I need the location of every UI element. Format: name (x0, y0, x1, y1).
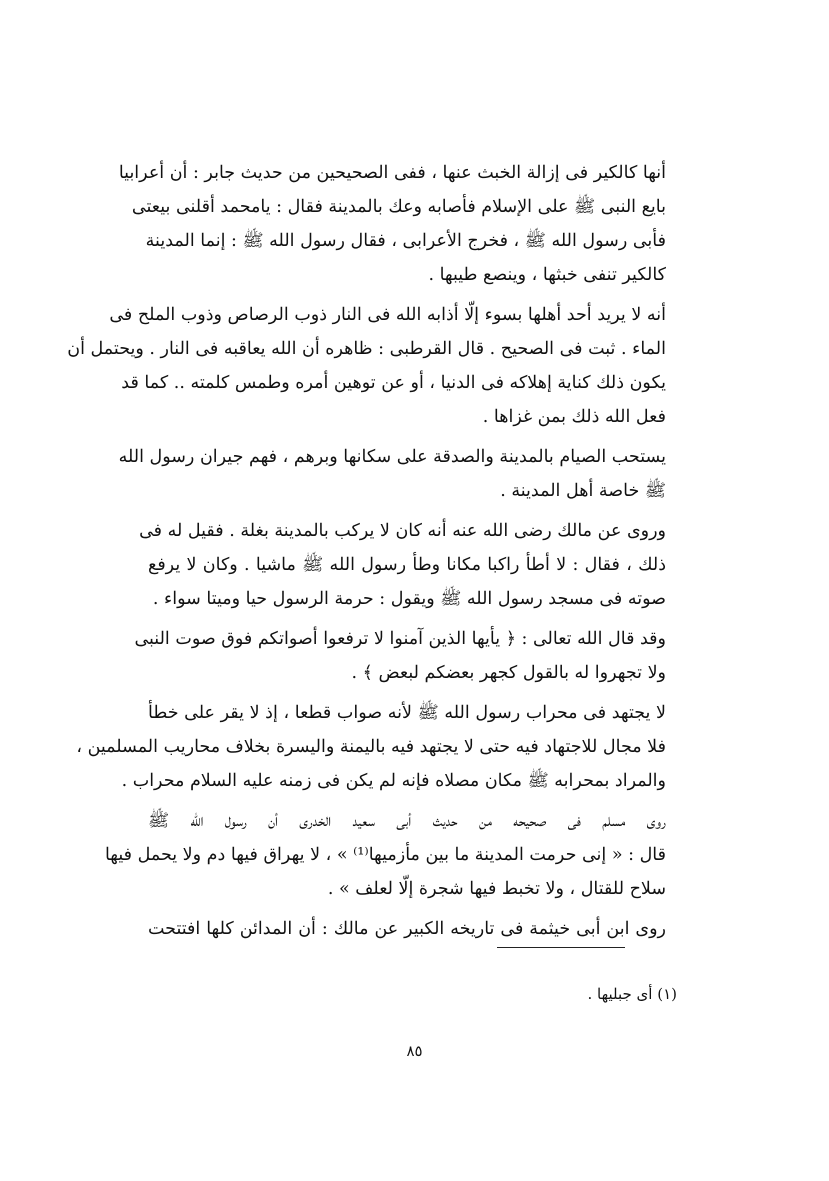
text-line: ﷺ خاصة أهل المدينة . (500, 481, 666, 501)
paragraph-4 (139, 514, 666, 616)
text-line: أنها كالكير فى إزالة الخبث عنها ، ففى الصحيحين من حديث جابر : أن أعرابيا (118, 163, 666, 183)
text-line: ولا تجهروا له بالقول كجهر بعضكم لبعض ﴾ . (351, 663, 666, 683)
text-line: بايع النبى ﷺ على الإسلام فأصابه وعك بالمدينة فقال : يامحمد أقلنى بيعتى (131, 197, 666, 217)
text-line: الماء . ثبت فى الصحيح . قال القرطبى : ظاهره أن الله يعاقبه فى النار . ويحتمل أن (67, 339, 666, 359)
text-line: فعل الله ذلك بمن غزاها . (482, 407, 666, 427)
text-line: صوته فى مسجد رسول الله ﷺ ويقول : حرمة الرسول حيا وميتا سواء . (152, 589, 666, 609)
text-line: روى مسلم فى صحيحه من حديث أبى سعيد الخدرى أن رسول الله ﷺ (148, 811, 666, 831)
text-line: قال : « إنى حرمت المدينة ما بين مأزميها⁽¹⁾ » ، لا يهراق فيها دم ولا يحمل فيها (104, 845, 666, 865)
text-line: روى ابن أبى خيثمة فى تاريخه الكبير عن مالك : أن المدائن كلها افتتحت (148, 919, 666, 939)
footnote-divider (497, 947, 625, 948)
text-line: لا يجتهد فى محراب رسول الله ﷺ لأنه صواب قطعا ، إذ لا يقر على خطأ (148, 703, 666, 723)
page-number: ٨٥ (406, 1042, 423, 1060)
text-line: والمراد بمحرابه ﷺ مكان مصلاه فإنه لم يكن فى زمنه عليه السلام محراب . (121, 771, 666, 791)
paragraph-6 (76, 696, 666, 798)
paragraph-1 (118, 156, 666, 292)
footnote: (١) أى جبليها . (587, 985, 677, 1003)
paragraph-8 (148, 912, 666, 946)
text-line: أنه لا يريد أحد أهلها بسوء إلّا أذابه الله فى النار ذوب الرصاص وذوب الملح فى (109, 305, 666, 325)
text-line: وروى عن مالك رضى الله عنه أنه كان لا يركب بالمدينة بغلة . فقيل له فى (139, 521, 666, 541)
text-line: يكون ذلك كناية إهلاكه فى الدنيا ، أو عن توهين أمره وطمس كلمته .. كما قد (121, 373, 666, 393)
paragraph-5 (134, 622, 666, 690)
text-line: سلاح للقتال ، ولا تخبط فيها شجرة إلّا لعلف » . (327, 879, 666, 899)
text-line: كالكير تنفى خبثها ، وينصع طيبها . (428, 265, 666, 285)
text-line: ذلك ، فقال : لا أطأ راكبا مكانا وطأ رسول الله ﷺ ماشيا . وكان لا يرفع (148, 555, 666, 575)
paragraph-3 (118, 440, 666, 508)
main-text (67, 156, 666, 946)
paragraph-2 (67, 298, 666, 434)
text-line: فأبى رسول الله ﷺ ، فخرج الأعرابى ، فقال رسول الله ﷺ : إنما المدينة (145, 231, 666, 251)
paragraph-7 (104, 804, 666, 906)
text-line: فلا مجال للاجتهاد فيه حتى لا يجتهد فيه باليمنة واليسرة بخلاف محاريب المسلمين ، (76, 737, 666, 757)
text-line: يستحب الصيام بالمدينة والصدقة على سكانها وبرهم ، فهم جيران رسول الله (118, 447, 666, 467)
text-line: وقد قال الله تعالى : ﴿ يأيها الذين آمنوا لا ترفعوا أصواتكم فوق صوت النبى (134, 629, 666, 649)
